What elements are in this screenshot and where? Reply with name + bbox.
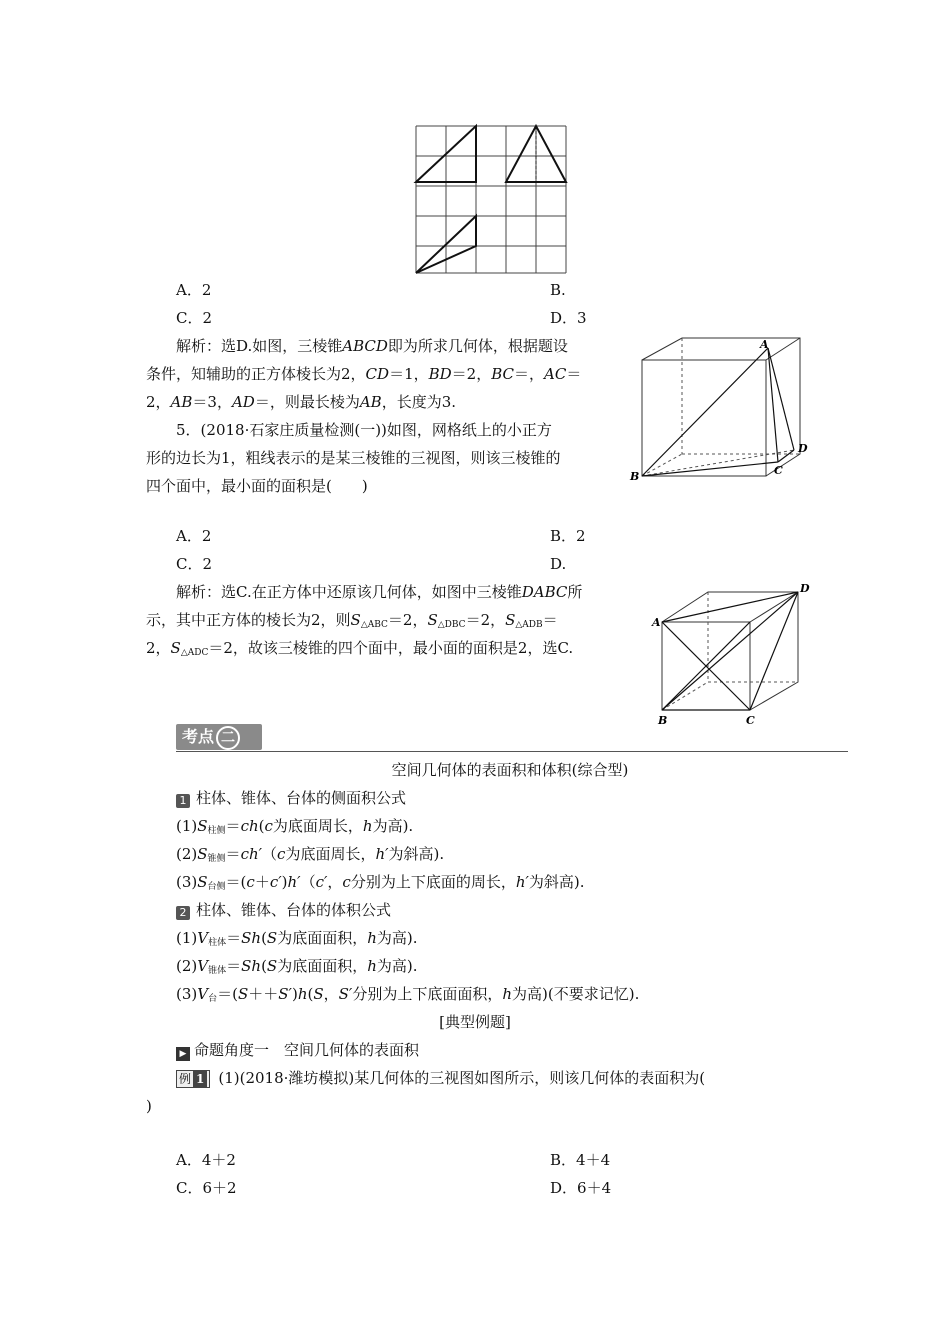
cube1-label-a: A <box>760 338 769 351</box>
q5-line1: 5．(2018·石家庄质量检测(一))如图，网格纸上的小正方 <box>176 421 552 439</box>
q5-option-c: C．2 <box>176 555 213 573</box>
part1-heading: 1 柱体、锥体、台体的侧面积公式 <box>176 788 406 808</box>
option-d: D．3 <box>550 309 587 327</box>
part1-number-badge: 1 <box>176 794 190 808</box>
analysis2-line3: 2，$S_{\triangle ADC}=2$，故该三棱锥的四个面中，最小面的面积是2，选C. <box>146 639 574 658</box>
example1-line2: ) <box>146 1097 152 1115</box>
cube2-label-a: A <box>652 616 661 629</box>
q5-option-a: A．2 <box>176 527 212 545</box>
analysis2-line2: 示，其中正方体的棱长为2，则$S_{\triangle ABC}=2$，$S_{\triangle DBC}=2$，$S_{\triangle ADB}=$ <box>146 611 558 630</box>
typical-examples-heading: [典型例题] <box>439 1013 511 1031</box>
play-icon: ▶ <box>176 1047 190 1061</box>
cube-figure-2 <box>650 580 820 726</box>
cube-figure-1 <box>628 334 818 484</box>
analysis1-line2: 条件，知辅助的正方体棱长为2，CD＝1，BD＝2，BC＝，AC＝ <box>146 365 582 383</box>
cube1-label-c: C <box>774 464 783 477</box>
three-view-grid-figure <box>410 120 574 276</box>
section-badge: 考点 二 <box>176 724 262 750</box>
ex-option-b: B．4＋4 <box>550 1151 611 1169</box>
cube2-label-d: D <box>800 582 810 595</box>
option-a: A．2 <box>176 281 212 299</box>
q5-line2: 形的边长为1，粗线表示的是某三棱锥的三视图，则该三棱锥的 <box>146 449 561 467</box>
cube2-label-b: B <box>658 714 668 726</box>
section-title: 空间几何体的表面积和体积(综合型) <box>391 761 629 779</box>
q5-line3: 四个面中，最小面的面积是( ) <box>146 477 368 495</box>
cube1-label-d: D <box>798 442 808 455</box>
part1-formula2: $(2)S_{锥侧}=ch'(c$为底面周长，h′为斜高). <box>176 845 445 864</box>
ex-option-d: D．6＋4 <box>550 1179 612 1197</box>
cube2-label-c: C <box>746 714 755 726</box>
section-divider <box>176 751 848 752</box>
part2-formula3: $(3)V_台=(S++S')h(S$，S′分别为上下底面面积，h为高)(不要求记忆). <box>176 985 640 1004</box>
section-badge-number: 二 <box>216 726 240 750</box>
part2-number-badge: 2 <box>176 906 190 920</box>
example-badge: 例 1 <box>176 1070 210 1088</box>
part2-formula1: $(1)V_{柱体}=Sh(S$为底面面积，h为高). <box>176 929 418 948</box>
cube1-label-b: B <box>630 470 640 483</box>
ex-option-c: C．6＋2 <box>176 1179 237 1197</box>
analysis1-line3: 2，AB＝3，AD＝，则最长棱为AB，长度为3. <box>146 393 456 411</box>
ex-option-a: A．4＋2 <box>176 1151 236 1169</box>
question-angle: ▶ 命题角度一 空间几何体的表面积 <box>176 1040 419 1061</box>
q5-option-d: D. <box>550 555 567 573</box>
example1-line1: 例 1 (1)(2018·潍坊模拟)某几何体的三视图如图所示，则该几何体的表面积为( <box>176 1068 705 1088</box>
analysis2-line1: 解析：选C.在正方体中还原该几何体，如图中三棱锥DABC所 <box>176 583 583 601</box>
q5-option-b: B．2 <box>550 527 586 545</box>
analysis1-line1: 解析：选D.如图，三棱锥ABCD即为所求几何体，根据题设 <box>176 337 568 355</box>
option-c: C．2 <box>176 309 213 327</box>
part2-formula2: $(2)V_{锥体}=Sh(S$为底面面积，h为高). <box>176 957 418 976</box>
option-b: B. <box>550 281 566 299</box>
part1-formula3: $(3)S_{台侧}=(c+c')h'(c'$，c分别为上下底面的周长，h′为斜高). <box>176 873 585 892</box>
part1-formula1: $(1)S_{柱侧}=ch(c$为底面周长，h为高). <box>176 817 414 836</box>
part2-heading: 2 柱体、锥体、台体的体积公式 <box>176 900 391 920</box>
